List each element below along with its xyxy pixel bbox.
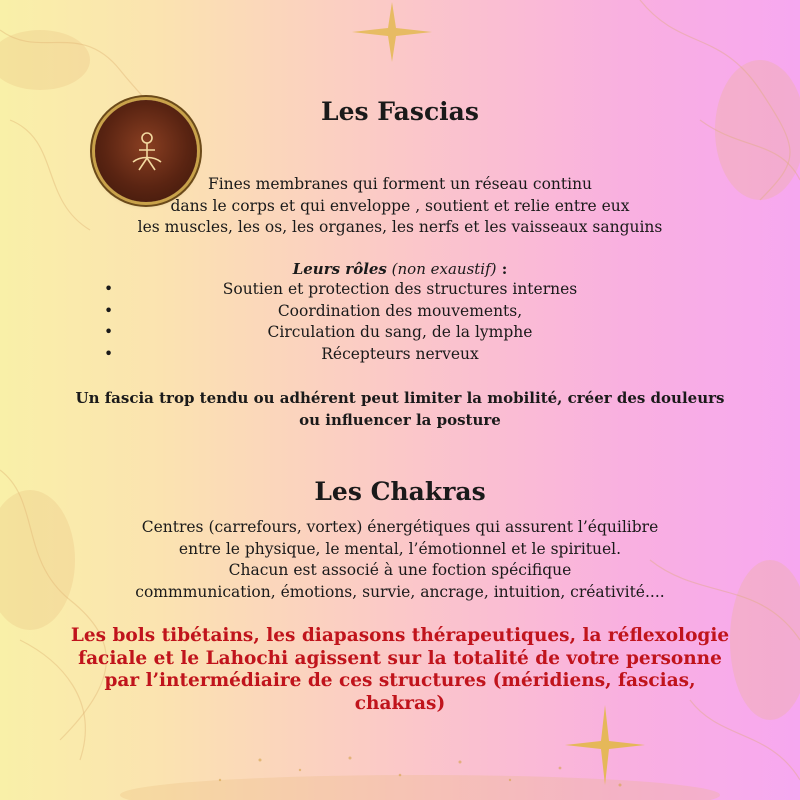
roles-colon: : [496, 260, 508, 278]
role-text: Soutien et protection des structures internes [222, 280, 578, 298]
fascias-description-line: Fines membranes qui forment un réseau continu [207, 175, 593, 193]
fascias-title: Les Fascias [321, 97, 479, 126]
closing-line: Les bols tibétains, les diapasons thérapeutiques, la réflexologie [70, 625, 730, 646]
fascias-warning [0, 387, 800, 431]
closing-line: par l’intermédiaire de ces structures (méridiens, fascias, [104, 670, 696, 691]
sparkle-star-icon [352, 2, 432, 62]
role-text: Coordination des mouvements, [277, 301, 523, 320]
bullet-icon: • [104, 344, 114, 363]
chakras-title: Les Chakras [314, 477, 486, 506]
roles-heading [0, 260, 800, 278]
closing-statement [0, 625, 800, 715]
bullet-icon: • [104, 301, 114, 320]
list-item [0, 301, 800, 323]
bullet-icon: • [104, 280, 114, 298]
roles-note: (non exaustif) [391, 260, 497, 278]
role-text: Récepteurs nerveux [321, 344, 479, 363]
closing-line: faciale et le Lahochi agissent sur la totalité de votre personne [78, 647, 722, 669]
closing-line: chakras) [354, 692, 446, 714]
list-item [0, 322, 800, 344]
chakras-description-line: Centres (carrefours, vortex) énergétiques qui assurent l’équilibre [141, 518, 659, 536]
bullet-icon: • [104, 323, 114, 341]
role-text: Circulation du sang, de la lymphe [267, 323, 533, 341]
warning-line: Un fascia trop tendu ou adhérent peut limiter la mobilité, créer des douleurs [75, 389, 725, 407]
chakras-description-line: Chacun est associé à une foction spécifique [228, 561, 572, 579]
warning-line: ou influencer la posture [299, 411, 501, 429]
list-item [0, 279, 800, 301]
chakras-description [0, 517, 800, 603]
fascias-description-line: les muscles, les os, les organes, les nerfs et les vaisseaux sanguins [137, 218, 663, 236]
fascias-description-line: dans le corps et qui enveloppe , soutient et relie entre eux [170, 196, 630, 215]
fascias-description [0, 174, 800, 239]
list-item [0, 344, 800, 366]
chakras-description-line: entre le physique, le mental, l’émotionnel et le spirituel. [178, 539, 622, 558]
roles-label: Leurs rôles [292, 260, 387, 278]
chakras-description-line: commmunication, émotions, survie, ancrage, intuition, créativité.... [135, 582, 665, 601]
sparkle-star-icon [565, 705, 645, 785]
roles-list [0, 279, 800, 365]
